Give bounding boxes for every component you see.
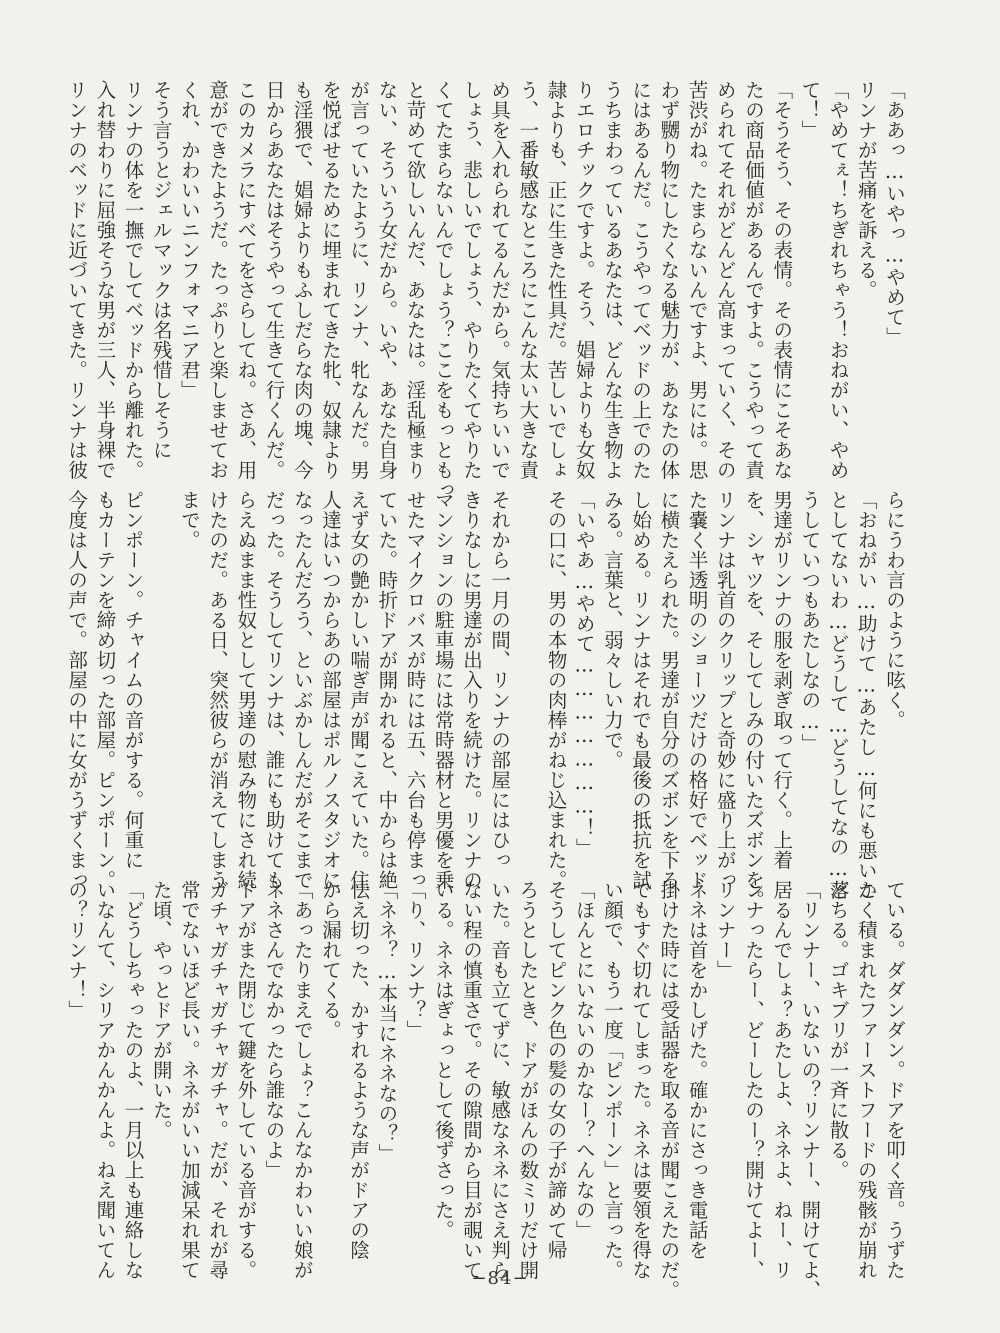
text-column: ネネさんでなかったら誰なのよ」 [262,880,286,1180]
text-column: リンナー」 [713,880,737,980]
text-column: リンナの体を一撫でしてベッドから離れた。 [121,80,145,480]
text-column: わず嬲り物にしたくなる魅力が、あなたの体 [657,80,681,480]
text-column: まで。 [177,490,201,550]
text-column: らえぬまま性奴として男達の慰み物にされ続 [234,490,258,890]
text-column: その口に、男の本物の肉棒がねじ込まれた。 [544,490,568,890]
text-column [147,490,175,850]
page-number: −84− [471,1268,529,1289]
text-column: えず女の艶かしい喘ぎ声が聞こえていた。住 [347,490,371,890]
text-column: 落ちる。ゴキブリが一斉に散る。 [826,880,850,1180]
text-column: 「ネネ？…本当にネネなの？」 [375,880,399,1164]
text-column: らにうわ言のように呟く。 [883,490,906,730]
text-column: 入れ替わりに屈強そうな男が三人、半身裸で [93,80,117,480]
text-column: た頃、やっとドアが開いた。 [149,880,173,1140]
text-column [513,490,541,850]
text-column: うちまわっているあなたは、どんな生き物よ [600,80,624,480]
text-column: 人達はいつからあの部屋はポルノスタジオに [318,490,342,890]
text-column: 「どうしちゃったのよ、一月以上も連絡しな [121,880,145,1280]
text-column: けたのだ。ある日、突然彼らが消えてしまう [206,490,230,890]
text-column: 日からあなたはそうやって生きて行くんだ。 [262,80,286,480]
text-column: 意ができたようだ。たっぷりと楽しませてお [206,80,230,480]
text-column: 「あったりまえでしょ？こんなかわいい娘が [290,880,314,1280]
text-column: このカメラにすべてをさらしてね。さあ、用 [234,80,258,480]
text-column: たの商品価値があるんですよ。こうやって責 [741,80,765,480]
text-column: ない程の慎重さで。その隙間から目が覗いて [459,880,483,1280]
text-column: せたマイクロバスが時には五、六台も停まっ [403,490,427,890]
text-column: かく積まれたファーストフードの残骸が崩れ [854,880,878,1280]
text-column: くてたまらないんでしょう？ここをもっともっ [431,80,455,500]
text-column: ンナったらー、どーしたのー？開けてよー、 [741,880,765,1280]
text-column: 常でないほど長い。ネネがいい加減呆れ果て [177,880,201,1280]
text-column: ピンポーン。チャイムの音がする。何重に [121,490,145,870]
text-column: 掛けた時には受話器を取る音が聞こえたのだ。 [657,880,681,1300]
text-column: め具を入れられてるんだから。気持ちいいで [488,80,512,480]
text-column: 「ほんとにいないのかなー？へんなの」 [572,880,596,1240]
text-column: いなんて、シリアかんかんよ。ねえ聞いてん [93,880,117,1280]
text-column: もカーテンを締め切った部屋。ピンポーン。 [93,490,117,890]
text-column: められてそれがどんどん高まっていく、その [713,80,737,480]
text-column: だった。そうしてリンナは、誰にも助けても [262,490,286,890]
text-column: それから一月の間、リンナの部屋にはひっ [488,490,512,870]
text-column: 今度は人の声で。部屋の中に女がうずくまっ [65,490,89,890]
text-column: 「やめてぇ！ちぎれちゃう！おねがい、やめ [826,80,850,480]
text-column: 隷よりも、正に生きた性具だ。苦しいでしょ [544,80,568,480]
text-column: 「り、リンナ？」 [403,880,427,1040]
text-column: ドアがまた閉じて鍵を外している音がする。 [234,880,258,1280]
text-column: 「おねがい…助けて…あたし…何にも悪いこ [854,490,878,901]
text-column: ていた。時折ドアが開かれると、中からは絶 [375,490,399,890]
text-column: が言っていたように、リンナ、牝なんだ。男 [347,80,371,480]
text-column: も淫猥で、娼婦よりもふしだらな肉の塊、今 [290,80,314,480]
text-column: しょう、悲しいでしょう、やりたくてやりた [459,80,483,480]
text-column: う、一番敏感なところにこんな太い大きな責 [516,80,540,480]
text-column: ガチャガチャガチャガチャ。だが、それが尋 [206,880,230,1280]
text-column: の？リンナ！」 [65,880,89,1020]
text-column: し始める。リンナはそれでも最後の抵抗を試 [629,490,653,890]
text-column: ている。ダダンダン。ドアを叩く音。うずた [883,880,906,1280]
text-column: いた。音も立てずに、敏感なネネにさえ判ら [488,880,512,1280]
text-column: そうしてピンク色の髪の女の子が諦めて帰 [544,880,568,1260]
text-column: を悦ばせるために埋まれてきた牝、奴隷より [318,80,342,480]
text-column: みる。言葉と、弱々しい力で。 [600,490,624,770]
text-block-bottom [65,880,908,1300]
text-block-top [65,80,908,500]
text-column: なったんだろう、といぶかしんだがそこまで [290,490,314,890]
text-column: ない、そういう女だから。いや、あなた自身 [375,80,399,480]
text-column: ネネは首をかしげた。確かにさっき電話を [685,880,709,1260]
text-column: から漏れてくる。 [318,880,342,1040]
text-column: マンションの駐車場には常時器材と男優を乗 [431,490,455,890]
text-column: としてないわ…どうして…どうしてなの…ど [826,490,850,901]
text-column: 「ああっ…いやっ…やめて」 [883,80,906,347]
text-column: リンナのベッドに近づいてきた。リンナは彼 [65,80,89,480]
text-column: いる。ネネはぎょっとして後ずさった。 [431,880,455,1240]
text-column: そう言うとジェルマックは名残惜しそうに [149,80,173,460]
text-column: と苛めて欲しいんだ、あなたは。淫乱極まり [403,80,427,480]
text-column: た嚢く半透明のショーツだけの格好でベッド [685,490,709,890]
text-column: でもすぐ切れてしまった。ネネは要領を得な [629,880,653,1280]
text-column: 居るんでしょ？あたしよ、ネネよ、ねー、リ [770,880,794,1280]
text-column: 「リンナー、いないの？リンナー、開けてよ、 [798,880,822,1300]
text-block-middle [65,490,908,910]
text-column: 怯え切った、かすれるような声がドアの陰 [347,880,371,1260]
text-column: うしていつもあたしなの…」 [798,490,822,754]
text-column: にはあるんだ。こうやってベッドの上でのた [629,80,653,480]
text-column: ろうとしたとき、ドアがほんの数ミリだけ開 [516,880,540,1280]
text-column: 苦渋がね。たまらないんですよ、男には。思 [685,80,709,480]
text-column: を、シャツを、そしてしみの付いたズボンを。 [741,490,765,910]
text-column: 「いやあ…やめて…………………！」 [572,490,596,858]
text-column: きりなしに男達が出入りを続けた。リンナの [459,490,483,890]
text-column: い顔で、もう一度「ピンポーン」と言った。 [600,880,624,1280]
text-column: リンナが苦痛を訴える。 [854,80,878,300]
text-column: 男達がリンナの服を剥ぎ取って行く。上着 [770,490,794,870]
text-column: て！」 [798,80,822,140]
text-column: 「そうそう、その表情。その表情にこそあな [770,80,794,480]
text-column: くれ、かわいいニンフォマニア君」 [177,80,201,400]
text-column: りエロチックですよ。そう、娼婦よりも女奴 [572,80,596,480]
text-column: リンナは乳首のクリップと奇妙に盛り上がっ [713,490,737,890]
text-column: に横たえられた。男達が自分のズボンを下ろ [657,490,681,890]
